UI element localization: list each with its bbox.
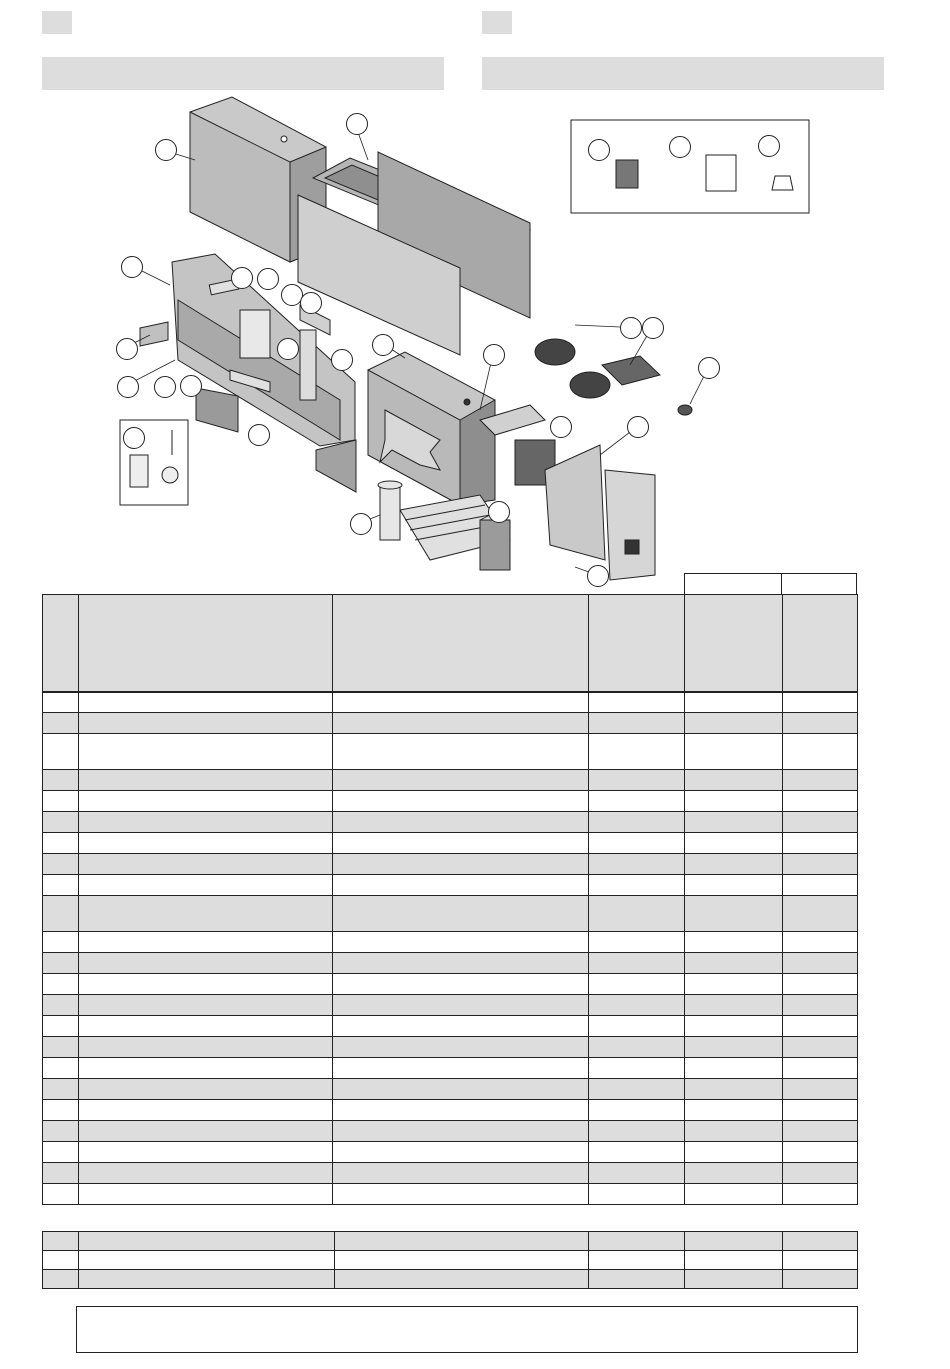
table-cell xyxy=(589,953,685,974)
table-cell xyxy=(79,1121,333,1142)
table-cell xyxy=(589,1058,685,1079)
table-cell xyxy=(43,953,79,974)
table-cell xyxy=(79,692,333,713)
table-cell xyxy=(783,1058,858,1079)
table-row xyxy=(43,974,858,995)
table-row xyxy=(43,692,858,713)
table-cell xyxy=(685,995,783,1016)
parts-table xyxy=(42,594,858,693)
table-cell xyxy=(685,734,783,770)
table-cell xyxy=(333,734,589,770)
accessory-inset xyxy=(571,120,809,213)
table-cell xyxy=(589,1016,685,1037)
table-cell xyxy=(589,1142,685,1163)
table-cell xyxy=(79,812,333,833)
callout-15 xyxy=(372,334,394,356)
table-row xyxy=(43,875,858,896)
callout-16 xyxy=(483,344,505,366)
table-cell xyxy=(685,1037,783,1058)
accessory-cell xyxy=(685,1270,783,1289)
table-cell xyxy=(685,974,783,995)
table-cell xyxy=(783,995,858,1016)
callout-9 xyxy=(277,338,299,360)
table-cell xyxy=(589,854,685,875)
table-cell xyxy=(589,1184,685,1205)
accessory-cell xyxy=(685,1232,783,1251)
table-cell xyxy=(333,1037,589,1058)
accessory-table xyxy=(42,1231,858,1289)
table-cell xyxy=(333,1184,589,1205)
table-cell xyxy=(685,791,783,812)
table-cell xyxy=(79,995,333,1016)
top-panel-drawing xyxy=(298,152,530,355)
table-cell xyxy=(783,1037,858,1058)
header-cell xyxy=(79,595,333,693)
table-cell xyxy=(783,1163,858,1184)
table-row xyxy=(43,1058,858,1079)
table-cell xyxy=(43,734,79,770)
table-cell xyxy=(333,770,589,791)
table-cell xyxy=(79,1184,333,1205)
table-row xyxy=(43,953,858,974)
table-cell xyxy=(589,713,685,734)
table-cell xyxy=(783,812,858,833)
drain-pipe-drawing xyxy=(378,481,402,540)
coil-drawing xyxy=(535,339,610,398)
table-row xyxy=(43,932,858,953)
table-cell xyxy=(589,791,685,812)
table-cell xyxy=(783,1016,858,1037)
cap-drawing xyxy=(678,405,692,415)
table-cell xyxy=(589,1037,685,1058)
table-cell xyxy=(43,854,79,875)
table-cell xyxy=(783,833,858,854)
accessory-cell xyxy=(589,1270,685,1289)
callout-7 xyxy=(300,292,322,314)
table-cell xyxy=(333,791,589,812)
table-cell xyxy=(43,1163,79,1184)
table-cell xyxy=(79,1163,333,1184)
table-cell xyxy=(783,692,858,713)
callout-21 xyxy=(627,416,649,438)
table-cell xyxy=(333,812,589,833)
table-cell xyxy=(333,713,589,734)
table-cell xyxy=(783,974,858,995)
table-cell xyxy=(79,734,333,770)
table-row xyxy=(43,1121,858,1142)
table-cell xyxy=(43,692,79,713)
table-row xyxy=(43,833,858,854)
table-row xyxy=(43,1184,858,1205)
table-cell xyxy=(43,932,79,953)
table-cell xyxy=(43,1058,79,1079)
table-cell xyxy=(79,1100,333,1121)
table-cell xyxy=(589,1100,685,1121)
table-cell xyxy=(43,1016,79,1037)
table-cell xyxy=(685,854,783,875)
table-cell xyxy=(589,1121,685,1142)
table-cell xyxy=(685,770,783,791)
table-cell xyxy=(333,1079,589,1100)
callout-2 xyxy=(346,113,368,135)
accessory-cell xyxy=(79,1251,335,1270)
table-cell xyxy=(333,1121,589,1142)
table-cell xyxy=(783,770,858,791)
accessory-cell xyxy=(79,1270,335,1289)
table-row xyxy=(43,896,858,932)
table-cell xyxy=(79,875,333,896)
table-row xyxy=(43,770,858,791)
table-cell xyxy=(685,953,783,974)
table-row xyxy=(43,854,858,875)
table-row xyxy=(43,812,858,833)
callout-26 xyxy=(669,136,691,158)
table-cell xyxy=(685,875,783,896)
table-cell xyxy=(783,734,858,770)
table-cell xyxy=(589,932,685,953)
table-cell xyxy=(783,854,858,875)
table-cell xyxy=(43,1121,79,1142)
table-cell xyxy=(333,1163,589,1184)
table-cell xyxy=(79,713,333,734)
table-cell xyxy=(589,896,685,932)
table-cell xyxy=(589,833,685,854)
table-cell xyxy=(79,791,333,812)
table-cell xyxy=(333,896,589,932)
callout-27 xyxy=(758,135,780,157)
note-box xyxy=(76,1306,858,1353)
table-cell xyxy=(43,770,79,791)
table-cell xyxy=(79,1037,333,1058)
table-cell xyxy=(333,1058,589,1079)
table-cell xyxy=(589,770,685,791)
accessory-cell xyxy=(783,1270,858,1289)
table-cell xyxy=(79,770,333,791)
table-cell xyxy=(783,713,858,734)
table-cell xyxy=(43,791,79,812)
header-cell xyxy=(685,595,783,693)
callout-17 xyxy=(620,317,642,339)
table-cell xyxy=(783,875,858,896)
table-cell xyxy=(43,812,79,833)
table-cell xyxy=(589,995,685,1016)
table-row xyxy=(43,734,858,770)
table-cell xyxy=(685,713,783,734)
table-cell xyxy=(783,932,858,953)
callout-23 xyxy=(350,513,372,535)
table-cell xyxy=(79,1058,333,1079)
table-cell xyxy=(685,833,783,854)
accessory-row xyxy=(43,1270,858,1289)
callout-28 xyxy=(123,427,145,449)
table-cell xyxy=(43,1037,79,1058)
table-row xyxy=(43,995,858,1016)
table-cell xyxy=(43,875,79,896)
callout-20 xyxy=(550,416,572,438)
table-cell xyxy=(783,896,858,932)
callout-10 xyxy=(331,349,353,371)
table-cell xyxy=(333,692,589,713)
table-cell xyxy=(783,1079,858,1100)
header-cell xyxy=(589,595,685,693)
table-cell xyxy=(43,1142,79,1163)
table-row xyxy=(43,1142,858,1163)
callout-14 xyxy=(248,424,270,446)
table-cell xyxy=(685,1016,783,1037)
table-cell xyxy=(589,875,685,896)
callout-12 xyxy=(154,376,176,398)
callout-4 xyxy=(231,267,253,289)
accessory-cell xyxy=(43,1270,79,1289)
header-cell xyxy=(43,595,79,693)
table-cell xyxy=(783,953,858,974)
table-row xyxy=(43,1037,858,1058)
table-cell xyxy=(333,1016,589,1037)
table-cell xyxy=(589,734,685,770)
accessory-cell xyxy=(335,1232,589,1251)
callout-11 xyxy=(117,376,139,398)
table-cell xyxy=(685,1142,783,1163)
table-cell xyxy=(685,1163,783,1184)
callout-24 xyxy=(587,565,609,587)
accessory-cell xyxy=(43,1232,79,1251)
table-cell xyxy=(79,833,333,854)
parts-table-body xyxy=(42,691,858,1205)
accessory-cell xyxy=(589,1232,685,1251)
table-cell xyxy=(589,1163,685,1184)
table-cell xyxy=(685,1058,783,1079)
table-row xyxy=(43,713,858,734)
table-cell xyxy=(333,995,589,1016)
table-cell xyxy=(589,1079,685,1100)
filter-plate-drawing xyxy=(602,356,660,385)
table-cell xyxy=(333,1142,589,1163)
table-cell xyxy=(783,1100,858,1121)
header-cell xyxy=(783,595,858,693)
callout-8 xyxy=(116,338,138,360)
table-cell xyxy=(685,1121,783,1142)
table-cell xyxy=(79,974,333,995)
callout-18 xyxy=(642,317,664,339)
table-cell xyxy=(333,1100,589,1121)
table-row xyxy=(43,1163,858,1184)
accessory-cell xyxy=(335,1251,589,1270)
exploded-parts-diagram xyxy=(0,0,950,590)
callout-13 xyxy=(180,375,202,397)
table-cell xyxy=(783,791,858,812)
table-cell xyxy=(685,1100,783,1121)
callout-1 xyxy=(155,139,177,161)
accessory-cell xyxy=(43,1251,79,1270)
table-cell xyxy=(43,1184,79,1205)
table-cell xyxy=(43,713,79,734)
callout-22 xyxy=(488,501,510,523)
table-row xyxy=(43,1079,858,1100)
table-cell xyxy=(783,1121,858,1142)
table-cell xyxy=(589,812,685,833)
accessory-cell xyxy=(335,1270,589,1289)
table-cell xyxy=(43,896,79,932)
table-cell xyxy=(79,1142,333,1163)
table-row xyxy=(43,1100,858,1121)
table-header-row xyxy=(43,595,858,693)
table-cell xyxy=(43,833,79,854)
accessory-row xyxy=(43,1232,858,1251)
table-cell xyxy=(43,1100,79,1121)
table-cell xyxy=(79,896,333,932)
table-cell xyxy=(685,1184,783,1205)
accessory-cell xyxy=(783,1232,858,1251)
table-cell xyxy=(79,953,333,974)
accessory-row xyxy=(43,1251,858,1270)
table-cell xyxy=(333,932,589,953)
callout-19 xyxy=(698,357,720,379)
table-row xyxy=(43,791,858,812)
callout-3 xyxy=(121,256,143,278)
table-cell xyxy=(783,1142,858,1163)
accessory-cell xyxy=(783,1251,858,1270)
table-cell xyxy=(79,854,333,875)
table-cell xyxy=(43,1079,79,1100)
table-cell xyxy=(589,692,685,713)
callout-25 xyxy=(588,139,610,161)
table-cell xyxy=(333,974,589,995)
header-cell xyxy=(333,595,589,693)
table-cell xyxy=(79,1016,333,1037)
accessory-cell xyxy=(685,1251,783,1270)
table-cell xyxy=(43,974,79,995)
table-cell xyxy=(685,812,783,833)
table-row xyxy=(43,1016,858,1037)
table-cell xyxy=(79,932,333,953)
table-cell xyxy=(333,833,589,854)
table-cell xyxy=(685,692,783,713)
table-cell xyxy=(685,932,783,953)
table-cell xyxy=(589,974,685,995)
accessory-cell xyxy=(589,1251,685,1270)
table-cell xyxy=(43,995,79,1016)
table-cell xyxy=(685,896,783,932)
table-cell xyxy=(685,1079,783,1100)
accessory-cell xyxy=(79,1232,335,1251)
table-cell xyxy=(333,953,589,974)
table-cell xyxy=(333,875,589,896)
table-cell xyxy=(79,1079,333,1100)
table-cell xyxy=(333,854,589,875)
table-cell xyxy=(783,1184,858,1205)
callout-5 xyxy=(257,268,279,290)
